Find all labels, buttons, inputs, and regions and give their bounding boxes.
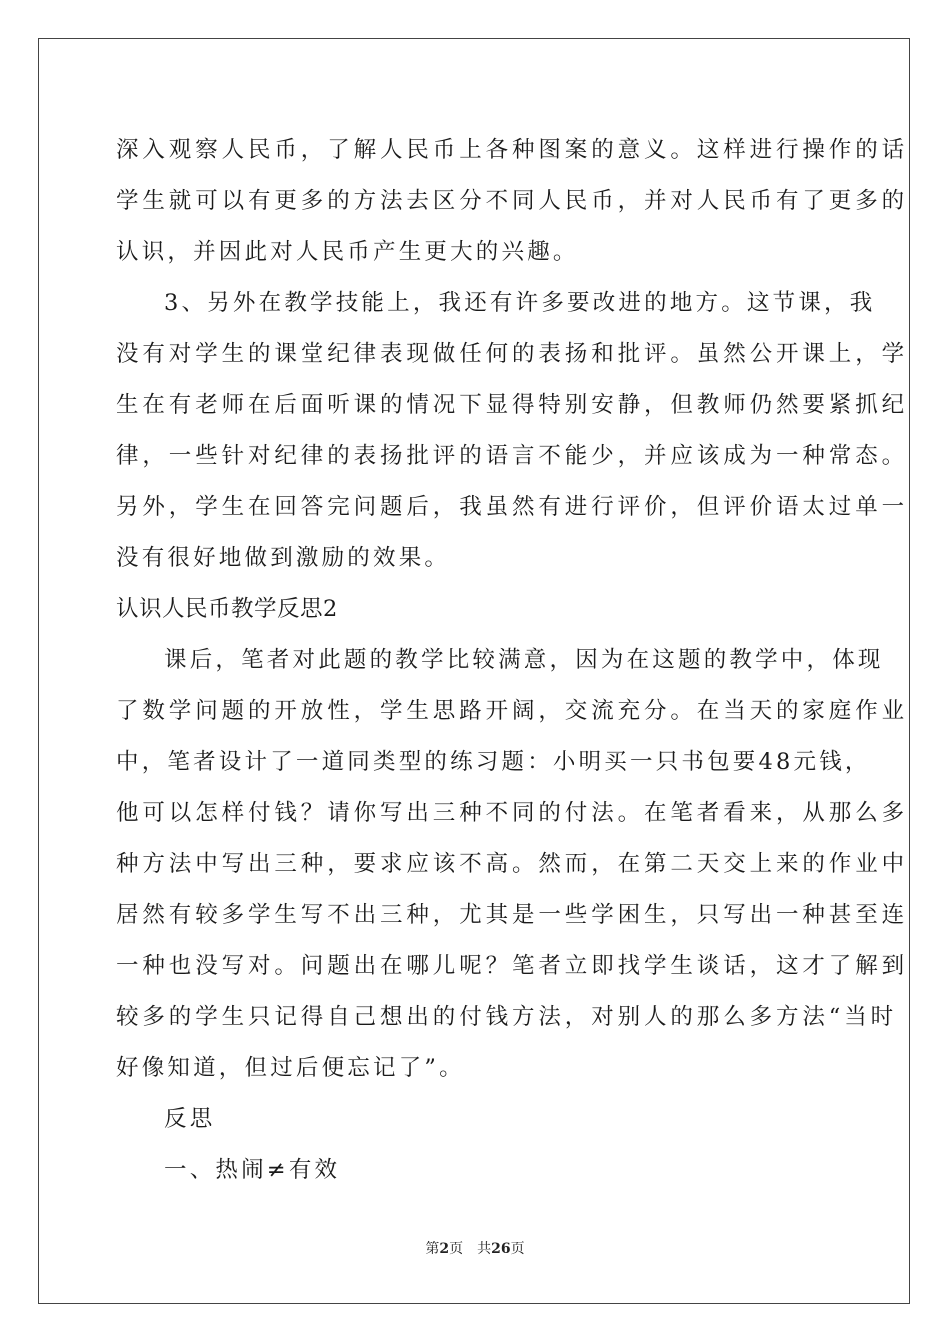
footer-total-prefix: 共 — [477, 1241, 492, 1257]
paragraph-line: 种方法中写出三种，要求应该不高。然而，在第二天交上来的作业中 — [116, 851, 909, 877]
footer-prefix: 第 — [425, 1241, 440, 1257]
footer-suffix: 页 — [510, 1241, 525, 1257]
paragraph-line: 认识，并因此对人民币产生更大的兴趣。 — [116, 239, 579, 265]
section-heading: 认识人民币教学反思2 — [116, 596, 338, 622]
paragraph-line: 了数学问题的开放性，学生思路开阔，交流充分。在当天的家庭作业 — [116, 698, 909, 724]
paragraph-line: 另外，学生在回答完问题后，我虽然有进行评价，但评价语太过单一 — [116, 494, 909, 520]
document-body — [116, 125, 909, 1196]
paragraph-line: 他可以怎样付钱？请你写出三种不同的付法。在笔者看来，从那么多 — [116, 800, 909, 826]
paragraph-line: 中，笔者设计了一道同类型的练习题：小明买一只书包要48元钱， — [116, 749, 871, 775]
subheading-point-one: 一、热闹≠有效 — [164, 1157, 341, 1183]
paragraph-line: 深入观察人民币，了解人民币上各种图案的意义。这样进行操作的话 — [116, 137, 909, 163]
paragraph-line: 学生就可以有更多的方法去区分不同人民币，并对人民币有了更多的 — [116, 188, 909, 214]
subheading-reflection: 反思 — [164, 1106, 216, 1132]
paragraph-line: 没有对学生的课堂纪律表现做任何的表扬和批评。虽然公开课上，学 — [116, 341, 909, 367]
paragraph-line: 没有很好地做到激励的效果。 — [116, 545, 451, 571]
paragraph-line: 3、另外在教学技能上，我还有许多要改进的地方。这节课，我 — [164, 290, 876, 316]
paragraph-line: 律，一些针对纪律的表扬批评的语言不能少，并应该成为一种常态。 — [116, 443, 909, 469]
paragraph-line: 较多的学生只记得自己想出的付钱方法，对别人的那么多方法“当时 — [116, 1004, 898, 1030]
paragraph-line: 一种也没写对。问题出在哪儿呢？笔者立即找学生谈话，这才了解到 — [116, 953, 909, 979]
paragraph-line: 居然有较多学生写不出三种，尤其是一些学困生，只写出一种甚至连 — [116, 902, 909, 928]
footer-total-pages: 26 — [491, 1241, 511, 1257]
page-footer — [0, 1238, 950, 1258]
paragraph-line: 好像知道，但过后便忘记了”。 — [116, 1055, 465, 1081]
paragraph-line: 课后，笔者对此题的教学比较满意，因为在这题的教学中，体现 — [164, 647, 884, 673]
footer-mid: 页 — [449, 1241, 464, 1257]
footer-page-number: 2 — [439, 1241, 450, 1257]
paragraph-line: 生在有老师在后面听课的情况下显得特别安静，但教师仍然要紧抓纪 — [116, 392, 909, 418]
